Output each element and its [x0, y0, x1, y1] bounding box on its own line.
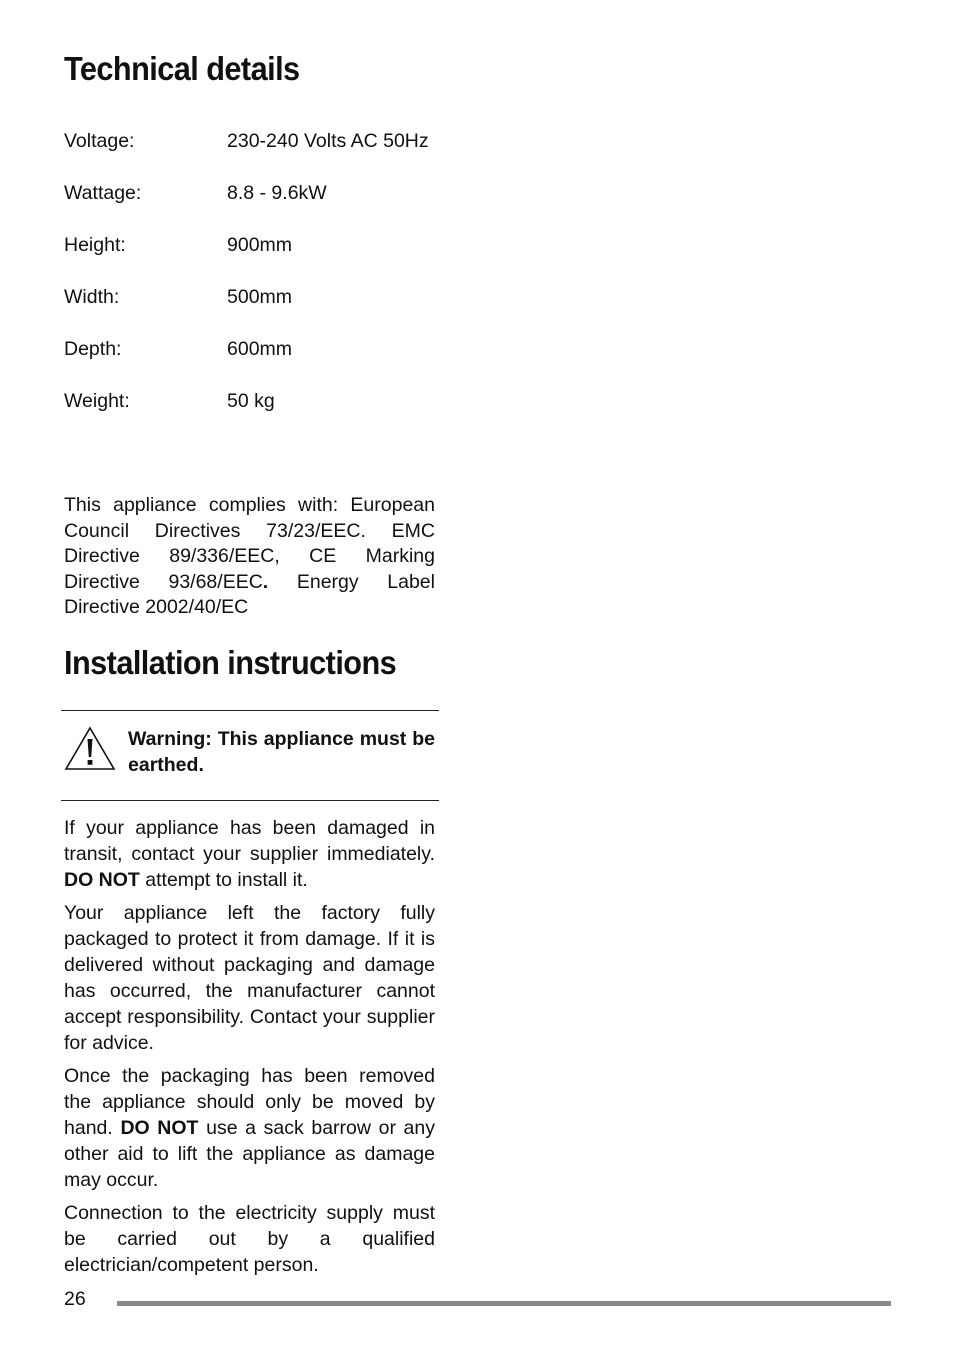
- emphasis-do-not: DO NOT: [64, 869, 140, 891]
- spec-label: Depth:: [64, 338, 122, 360]
- installation-body: [64, 815, 435, 1285]
- warning-bottom-rule: [61, 800, 439, 801]
- compliance-paragraph: [64, 493, 435, 621]
- page-number: 26: [64, 1288, 86, 1310]
- paragraph-moving: [64, 1063, 435, 1193]
- spec-value: 8.8 - 9.6kW: [227, 182, 327, 204]
- paragraph-text: If your appliance has been damaged in transit, contact your supplier immediately.: [64, 817, 435, 865]
- spec-value: 230-240 Volts AC 50Hz: [227, 130, 429, 152]
- compliance-text-block: [64, 493, 435, 621]
- spec-value: 50 kg: [227, 390, 275, 412]
- warning-triangle-icon: [64, 726, 116, 772]
- paragraph-text: use a sack barrow or any other aid to lift the appliance as damage may occur.: [64, 1117, 435, 1191]
- paragraph-text: attempt to install it.: [139, 869, 308, 891]
- paragraph-electrical-connection: Connection to the electricity supply must be carried out by a qualified electrician/competent person.: [64, 1202, 435, 1276]
- footer-bar: [117, 1301, 891, 1306]
- warning-top-rule: [61, 710, 439, 711]
- spec-value: 600mm: [227, 338, 293, 360]
- emphasis-do-not: DO NOT: [120, 1117, 199, 1139]
- paragraph-damaged-in-transit: [64, 815, 435, 893]
- spec-label: Voltage:: [64, 130, 135, 152]
- installation-instructions-heading: Installation instructions: [64, 644, 397, 681]
- compliance-text-part: Energy Label Directive 2002/40/EC: [64, 570, 435, 618]
- spec-label: Height:: [64, 234, 126, 256]
- compliance-text-part: This appliance complies with: European Council Directives 73/23/EEC. EMC Directive 89/336/EEC, CE Marking Directive 93/68/EEC: [64, 494, 435, 593]
- warning-text: Warning: This appliance must be earthed.: [128, 728, 435, 776]
- spec-label: Width:: [64, 286, 120, 308]
- technical-details-heading: Technical details: [64, 50, 300, 87]
- spec-value: 500mm: [227, 286, 293, 308]
- spec-label: Wattage:: [64, 182, 142, 204]
- spec-label: Weight:: [64, 390, 130, 412]
- paragraph-packaging: Your appliance left the factory fully packaged to protect it from damage. If it is delivered without packaging and damage has occurred, the manufacturer cannot accept responsibility. Contact your supplier for advice.: [64, 902, 435, 1054]
- spec-value: 900mm: [227, 234, 293, 256]
- paragraph-text: Once the packaging has been removed the appliance should only be moved by hand.: [64, 1065, 435, 1139]
- compliance-bold-period: .: [262, 570, 269, 593]
- warning-notice: [64, 726, 435, 786]
